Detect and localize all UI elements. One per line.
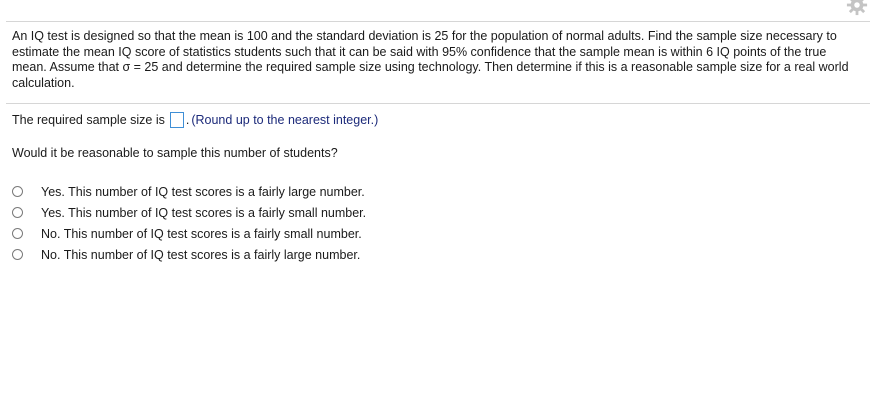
answer-prefix: The required sample size is <box>12 113 165 127</box>
option-label[interactable]: No. This number of IQ test scores is a fairly small number. <box>41 226 362 241</box>
radio-button[interactable] <box>12 228 23 239</box>
sample-size-answer-line <box>12 110 378 130</box>
option-label[interactable]: No. This number of IQ test scores is a fairly large number. <box>41 247 361 262</box>
option-label[interactable]: Yes. This number of IQ test scores is a fairly small number. <box>41 205 367 220</box>
option-label[interactable]: Yes. This number of IQ test scores is a fairly large number. <box>41 184 365 199</box>
option-a[interactable] <box>12 181 366 202</box>
sample-size-input[interactable] <box>170 112 184 128</box>
top-divider <box>6 21 870 22</box>
radio-button[interactable] <box>12 207 23 218</box>
option-c[interactable] <box>12 223 366 244</box>
rounding-hint: (Round up to the nearest integer.) <box>191 113 379 127</box>
reasonableness-prompt: Would it be reasonable to sample this number of students? <box>12 146 338 160</box>
question-text: An IQ test is designed so that the mean is 100 and the standard deviation is 25 for the population of normal adults. Find the sample size necessary to estimate the mean IQ score of statistics students such that it can be said with 95% confidence that the sample mean is within 6 IQ points of the true mean. Assume that σ = 25 and determine the required sample size using technology. Then determine if this is a reasonable sample size for a real world calculation. <box>12 29 849 90</box>
section-divider <box>6 103 870 104</box>
gear-icon[interactable] <box>846 0 868 16</box>
radio-button[interactable] <box>12 186 23 197</box>
option-d[interactable] <box>12 244 366 265</box>
option-b[interactable] <box>12 202 366 223</box>
answer-options <box>12 181 366 265</box>
radio-button[interactable] <box>12 249 23 260</box>
answer-suffix: . <box>185 113 190 127</box>
